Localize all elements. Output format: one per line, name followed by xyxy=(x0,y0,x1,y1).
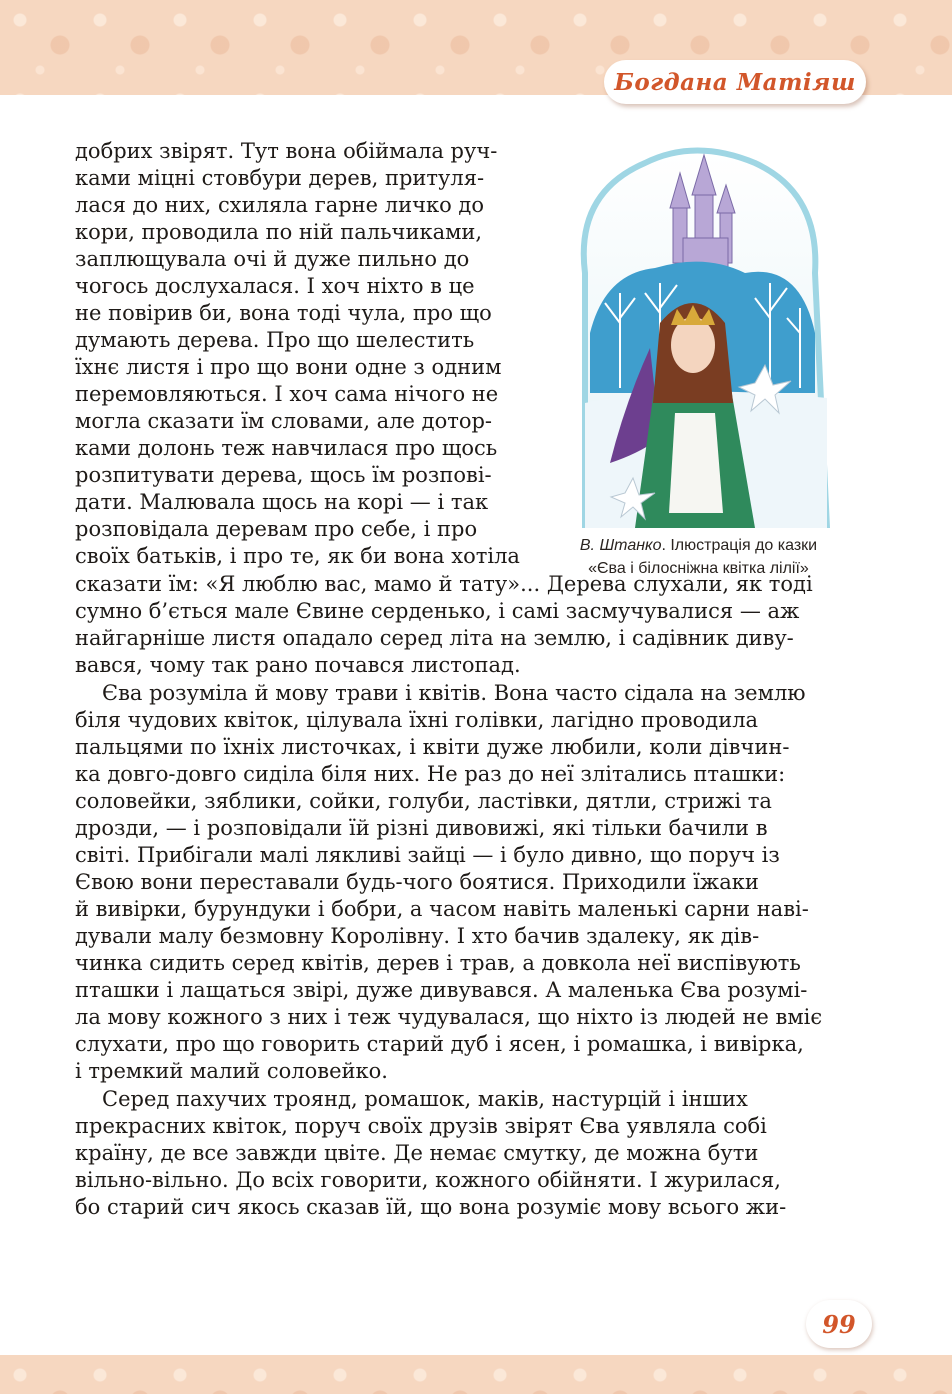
text-line: дати. Малювала щось на корі — і так xyxy=(75,490,489,514)
text-line: могла сказати їм словами, але дотор- xyxy=(75,409,493,433)
text-line: добрих звірят. Тут вона обіймала руч- xyxy=(75,139,498,163)
text-line: й вивірки, бурундуки і бобри, а часом навіть маленькі сарни наві- xyxy=(75,897,809,921)
text-line: своїх батьків, і про те, як би вона хотіла xyxy=(75,544,520,568)
text-line: дували малу безмовну Королівну. І хто бачив здалеку, як дів- xyxy=(75,924,760,948)
text-line: ками долонь теж навчилася про щось xyxy=(75,436,498,460)
text-line: прекрасних квіток, поруч своїх друзів звірят Єва уявляла собі xyxy=(75,1114,767,1138)
text-line: ками міцні стовбури дерев, притуля- xyxy=(75,166,485,190)
fairy-tale-illustration xyxy=(565,133,833,528)
text-line: ла мову кожного з них і теж чудувалася, що ніхто із людей не вміє xyxy=(75,1005,823,1029)
page-number: 99 xyxy=(822,1309,856,1339)
text-line: чогось дослухалася. І хоч ніхто в це xyxy=(75,274,475,298)
text-line: розпитувати дерева, щось їм розпові- xyxy=(75,463,492,487)
text-line: біля чудових квіток, цілувала їхні голівки, лагідно проводила xyxy=(75,708,759,732)
text-line: країну, де все завжди цвіте. Де немає смутку, де можна бути xyxy=(75,1141,759,1165)
text-line: і тремкий малий соловейко. xyxy=(75,1059,388,1083)
author-name-tab xyxy=(604,60,866,104)
text-line: чинка сидить серед квітів, дерев і трав, а довкола неї виспівують xyxy=(75,951,801,975)
text-line: заплющувала очі й дуже пильно до xyxy=(75,247,470,271)
text-line: пальцями по їхніх листочках, і квіти дуже любили, коли дівчин- xyxy=(75,735,790,759)
text-line: кори, проводила по ній пальчиками, xyxy=(75,220,483,244)
text-line: дрозди, — і розповідали їй різні дивовижі, які тільки бачили в xyxy=(75,816,768,840)
text-line: лася до них, схиляла гарне личко до xyxy=(75,193,485,217)
text-line: світі. Прибігали малі лякливі зайці — і було дивно, що поруч із xyxy=(75,843,780,867)
text-line: соловейки, зяблики, сойки, голуби, ластівки, дятли, стрижі та xyxy=(75,789,772,813)
text-line: їхнє листя і про що вони одне з одним xyxy=(75,355,502,379)
decorative-footer-band xyxy=(0,1355,952,1394)
text-line: слухати, про що говорить старий дуб і ясен, і ромашка, і вивірка, xyxy=(75,1032,804,1056)
text-line: ка довго-довго сиділа біля них. Не раз до неї злітались пташки: xyxy=(75,762,786,786)
text-line: Серед пахучих троянд, ромашок, маків, настурцій і інших xyxy=(102,1087,748,1111)
caption-text: . Ілюстрація до казки xyxy=(661,537,818,554)
page-number-badge xyxy=(806,1300,872,1348)
text-line: думають дерева. Про що шелестить xyxy=(75,328,475,352)
text-line: вався, чому так рано почався листопад. xyxy=(75,653,521,677)
text-line: Єва розуміла й мову трави і квітів. Вона часто сідала на землю xyxy=(102,681,806,705)
text-line: вільно-вільно. До всіх говорити, кожного обійняти. І журилася, xyxy=(75,1168,781,1192)
caption-illustrator: В. Штанко xyxy=(579,537,662,554)
text-line: перемовляються. І хоч сама нічого не xyxy=(75,382,499,406)
text-line: Євою вони переставали будь-чого боятися. Приходили їжаки xyxy=(75,870,759,894)
caption-title: «Єва і білосніжна квітка лілії» xyxy=(588,560,809,577)
author-name: Богдана Матіяш xyxy=(614,68,856,96)
text-line: не повірив би, вона тоді чула, про що xyxy=(75,301,492,325)
text-line: сумно б’ється мале Євине серденько, і самі засмучувалися — аж xyxy=(75,599,800,623)
text-line: найгарніше листя опадало серед літа на землю, і садівник диву- xyxy=(75,626,794,650)
text-line: бо старий сич якось сказав їй, що вона розуміє мову всього жи- xyxy=(75,1195,787,1219)
text-line: розповідала деревам про себе, і про xyxy=(75,517,478,541)
text-line: пташки і лащаться звірі, дуже дивувався. А маленька Єва розумі- xyxy=(75,978,808,1002)
text-line: сказати їм: «Я люблю вас, мамо й тату»... Дерева слухали, як тоді xyxy=(75,572,813,596)
